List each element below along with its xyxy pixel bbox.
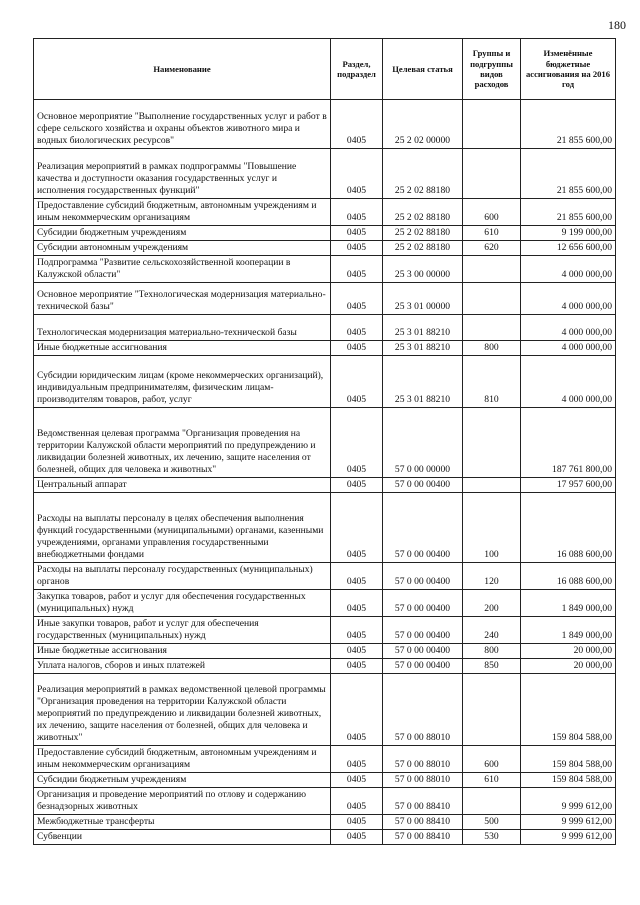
row-name: Расходы на выплаты персоналу государственных (муниципальных) органов	[34, 562, 331, 589]
row-name: Иные бюджетные ассигнования	[34, 643, 331, 658]
table-row	[34, 772, 616, 787]
row-amount: 9 999 612,00	[521, 829, 616, 844]
row-group: 610	[463, 225, 521, 240]
table-row	[34, 745, 616, 772]
table-row	[34, 255, 616, 282]
row-name: Расходы на выплаты персоналу в целях обеспечения выполнения функций государственными (муниципальными) органами, казенными учреждениями, органами управления государственными внебюджетными фондами	[34, 492, 331, 562]
row-section: 0405	[331, 772, 383, 787]
row-name: Иные закупки товаров, работ и услуг для обеспечения государственных (муниципальных) нужд	[34, 616, 331, 643]
row-amount: 1 849 000,00	[521, 616, 616, 643]
row-group	[463, 282, 521, 314]
table-row	[34, 477, 616, 492]
row-section: 0405	[331, 492, 383, 562]
row-section: 0405	[331, 255, 383, 282]
row-target: 25 2 02 88180	[383, 199, 463, 226]
row-group	[463, 100, 521, 149]
row-target: 57 0 00 88410	[383, 829, 463, 844]
header-amount: Изменённые бюджетные ассигнования на 2016 год	[521, 39, 616, 100]
row-section: 0405	[331, 407, 383, 477]
row-amount: 1 849 000,00	[521, 589, 616, 616]
header-target: Целевая статья	[383, 39, 463, 100]
row-amount: 12 656 600,00	[521, 240, 616, 255]
row-amount: 20 000,00	[521, 643, 616, 658]
row-section: 0405	[331, 149, 383, 199]
row-section: 0405	[331, 745, 383, 772]
row-target: 25 3 00 00000	[383, 255, 463, 282]
row-group: 240	[463, 616, 521, 643]
row-group: 200	[463, 589, 521, 616]
table-row	[34, 407, 616, 477]
row-name: Субвенции	[34, 829, 331, 844]
row-group: 800	[463, 340, 521, 355]
row-target: 57 0 00 00400	[383, 616, 463, 643]
row-amount: 4 000 000,00	[521, 340, 616, 355]
row-group: 850	[463, 658, 521, 673]
row-amount: 21 855 600,00	[521, 149, 616, 199]
row-section: 0405	[331, 340, 383, 355]
row-name: Ведомственная целевая программа "Организация проведения на территории Калужской области мероприятий по предупреждению и ликвидации болезней животных, их лечению, защите населения от болезней, общих для человека и животных"	[34, 407, 331, 477]
table-row	[34, 492, 616, 562]
row-name: Основное мероприятие "Выполнение государственных услуг и работ в сфере сельского хозяйства и охраны объектов животного мира и водных биологических ресурсов"	[34, 100, 331, 149]
row-name: Подпрограмма "Развитие сельскохозяйственной кооперации в Калужской области"	[34, 255, 331, 282]
table-row	[34, 829, 616, 844]
row-target: 25 3 01 88210	[383, 355, 463, 407]
row-amount: 159 804 588,00	[521, 673, 616, 745]
row-group	[463, 787, 521, 814]
row-section: 0405	[331, 658, 383, 673]
row-amount: 17 957 600,00	[521, 477, 616, 492]
page-number: 180	[608, 18, 626, 32]
row-group: 600	[463, 199, 521, 226]
row-name: Центральный аппарат	[34, 477, 331, 492]
row-section: 0405	[331, 314, 383, 340]
row-name: Субсидии бюджетным учреждениям	[34, 772, 331, 787]
row-target: 57 0 00 00400	[383, 492, 463, 562]
row-name: Основное мероприятие "Технологическая модернизация материально-технической базы"	[34, 282, 331, 314]
row-amount: 9 199 000,00	[521, 225, 616, 240]
row-amount: 16 088 600,00	[521, 562, 616, 589]
row-target: 57 0 00 88010	[383, 673, 463, 745]
table-row	[34, 787, 616, 814]
row-amount: 16 088 600,00	[521, 492, 616, 562]
row-target: 57 0 00 00400	[383, 477, 463, 492]
row-amount: 159 804 588,00	[521, 772, 616, 787]
row-section: 0405	[331, 225, 383, 240]
row-name: Субсидии юридическим лицам (кроме некоммерческих организаций), индивидуальным предпринимателям, физическим лицам-производителям товаров, работ, услуг	[34, 355, 331, 407]
table-row	[34, 589, 616, 616]
row-group: 100	[463, 492, 521, 562]
header-section: Раздел, подраздел	[331, 39, 383, 100]
table-row	[34, 100, 616, 149]
table-row	[34, 643, 616, 658]
row-target: 25 2 02 88180	[383, 240, 463, 255]
row-group: 530	[463, 829, 521, 844]
row-name: Субсидии бюджетным учреждениям	[34, 225, 331, 240]
row-target: 57 0 00 00400	[383, 562, 463, 589]
table-row	[34, 340, 616, 355]
row-amount: 4 000 000,00	[521, 282, 616, 314]
row-group	[463, 314, 521, 340]
row-target: 25 2 02 88180	[383, 225, 463, 240]
row-target: 25 3 01 88210	[383, 314, 463, 340]
row-name: Организация и проведение мероприятий по отлову и содержанию безнадзорных животных	[34, 787, 331, 814]
row-group: 800	[463, 643, 521, 658]
row-amount: 4 000 000,00	[521, 255, 616, 282]
row-name: Уплата налогов, сборов и иных платежей	[34, 658, 331, 673]
table-header-row	[34, 39, 616, 100]
row-amount: 4 000 000,00	[521, 314, 616, 340]
table-row	[34, 814, 616, 829]
row-target: 25 2 02 00000	[383, 100, 463, 149]
header-name: Наименование	[34, 39, 331, 100]
row-target: 57 0 00 88010	[383, 772, 463, 787]
row-target: 25 3 01 00000	[383, 282, 463, 314]
row-target: 57 0 00 88410	[383, 787, 463, 814]
row-amount: 21 855 600,00	[521, 100, 616, 149]
row-group: 620	[463, 240, 521, 255]
row-group	[463, 477, 521, 492]
row-group	[463, 149, 521, 199]
row-target: 57 0 00 00400	[383, 589, 463, 616]
row-section: 0405	[331, 240, 383, 255]
table-row	[34, 282, 616, 314]
row-target: 57 0 00 00400	[383, 658, 463, 673]
row-amount: 21 855 600,00	[521, 199, 616, 226]
row-group: 120	[463, 562, 521, 589]
row-group: 610	[463, 772, 521, 787]
row-group	[463, 255, 521, 282]
row-section: 0405	[331, 787, 383, 814]
row-name: Предоставление субсидий бюджетным, автономным учреждениям и иным некоммерческим организациям	[34, 745, 331, 772]
table-row	[34, 658, 616, 673]
row-section: 0405	[331, 616, 383, 643]
row-section: 0405	[331, 589, 383, 616]
row-amount: 9 999 612,00	[521, 787, 616, 814]
row-section: 0405	[331, 199, 383, 226]
row-section: 0405	[331, 100, 383, 149]
table-row	[34, 355, 616, 407]
row-name: Закупка товаров, работ и услуг для обеспечения государственных (муниципальных) нужд	[34, 589, 331, 616]
row-section: 0405	[331, 477, 383, 492]
row-section: 0405	[331, 814, 383, 829]
row-amount: 20 000,00	[521, 658, 616, 673]
budget-table	[33, 38, 616, 845]
row-name: Иные бюджетные ассигнования	[34, 340, 331, 355]
row-name: Субсидии автономным учреждениям	[34, 240, 331, 255]
table-row	[34, 314, 616, 340]
table-row	[34, 616, 616, 643]
row-section: 0405	[331, 355, 383, 407]
row-section: 0405	[331, 562, 383, 589]
header-group: Группы и подгруппы видов расходов	[463, 39, 521, 100]
row-name: Реализация мероприятий в рамках ведомственной целевой программы "Организация проведения на территории Калужской области мероприятий по предупреждению и ликвидации болезней животных, их лечению, защите населения от болезней, общих для человека и животных"	[34, 673, 331, 745]
row-group: 500	[463, 814, 521, 829]
row-group: 600	[463, 745, 521, 772]
table-row	[34, 673, 616, 745]
table-row	[34, 199, 616, 226]
table-row	[34, 149, 616, 199]
row-amount: 9 999 612,00	[521, 814, 616, 829]
row-group	[463, 673, 521, 745]
row-amount: 4 000 000,00	[521, 355, 616, 407]
row-section: 0405	[331, 829, 383, 844]
row-name: Технологическая модернизация материально-технической базы	[34, 314, 331, 340]
row-target: 57 0 00 88010	[383, 745, 463, 772]
row-name: Межбюджетные трансферты	[34, 814, 331, 829]
row-section: 0405	[331, 282, 383, 314]
row-section: 0405	[331, 673, 383, 745]
row-target: 57 0 00 00400	[383, 643, 463, 658]
row-amount: 187 761 800,00	[521, 407, 616, 477]
table-row	[34, 562, 616, 589]
row-section: 0405	[331, 643, 383, 658]
row-target: 57 0 00 88410	[383, 814, 463, 829]
row-target: 25 2 02 88180	[383, 149, 463, 199]
row-target: 57 0 00 00000	[383, 407, 463, 477]
table-row	[34, 240, 616, 255]
row-amount: 159 804 588,00	[521, 745, 616, 772]
table-row	[34, 225, 616, 240]
row-group: 810	[463, 355, 521, 407]
row-name: Предоставление субсидий бюджетным, автономным учреждениям и иным некоммерческим организациям	[34, 199, 331, 226]
row-target: 25 3 01 88210	[383, 340, 463, 355]
row-name: Реализация мероприятий в рамках подпрограммы "Повышение качества и доступности оказания государственных услуг и исполнения государственных функций"	[34, 149, 331, 199]
row-group	[463, 407, 521, 477]
